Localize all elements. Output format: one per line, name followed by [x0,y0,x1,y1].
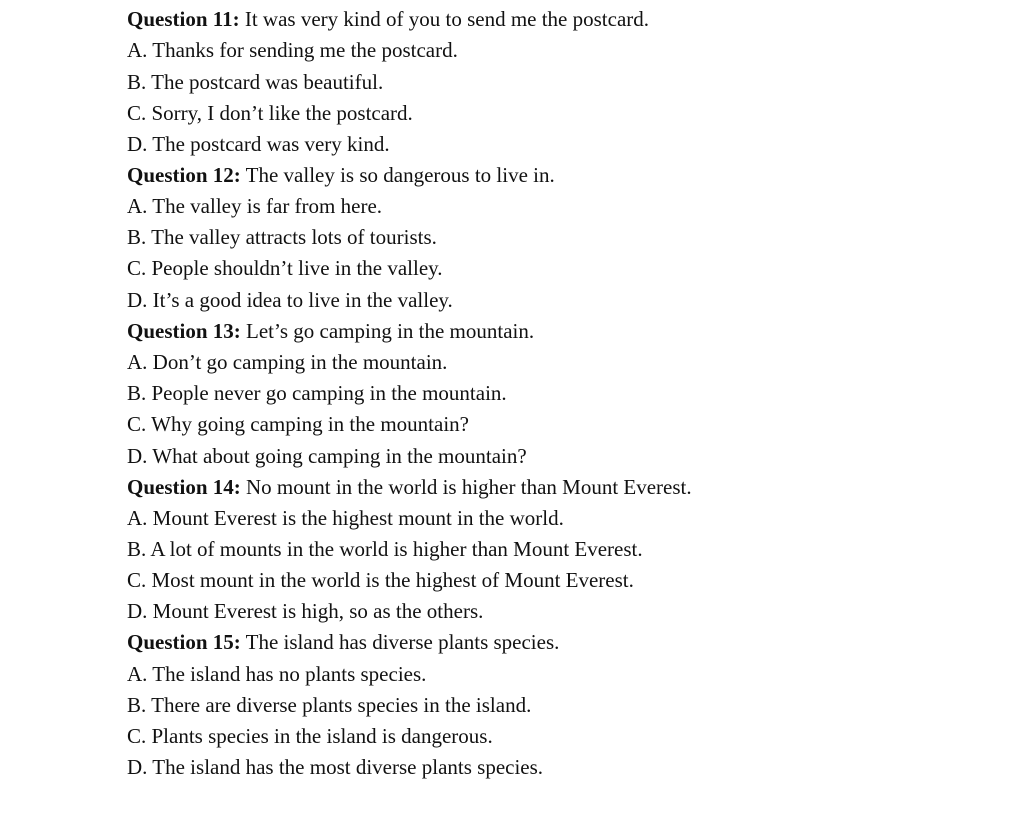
question-15-stem [127,627,559,658]
question-11-text: It was very kind of you to send me the postcard. [239,7,650,31]
question-12-label: Question 12: [127,163,241,187]
question-15-option-d: D. The island has the most diverse plants species. [127,755,544,779]
question-13-option-d: D. What about going camping in the mountain? [127,444,527,468]
question-14-option-a: A. Mount Everest is the highest mount in the world. [127,506,564,530]
question-14-option-c: C. Most mount in the world is the highest of Mount Everest. [127,568,634,592]
question-12-stem [127,160,555,191]
question-15-option-b: B. There are diverse plants species in the island. [127,693,532,717]
question-13-stem [127,316,534,347]
question-13-option-a: A. Don’t go camping in the mountain. [127,350,448,374]
question-11-label: Question 11: [127,7,240,31]
question-12-option-c: C. People shouldn’t live in the valley. [127,256,443,280]
question-14-option-b: B. A lot of mounts in the world is higher than Mount Everest. [127,537,643,561]
question-11-option-c: C. Sorry, I don’t like the postcard. [127,101,413,125]
question-14-stem [127,472,692,503]
question-11-option-a: A. Thanks for sending me the postcard. [127,38,458,62]
question-15-text: The island has diverse plants species. [240,630,560,654]
question-12-option-b: B. The valley attracts lots of tourists. [127,225,437,249]
question-15-label: Question 15: [127,630,241,654]
question-13-label: Question 13: [127,319,241,343]
question-14-option-d: D. Mount Everest is high, so as the others. [127,599,484,623]
question-13-option-b: B. People never go camping in the mountain. [127,381,507,405]
question-14-text: No mount in the world is higher than Mount Everest. [240,475,692,499]
question-15-option-a: A. The island has no plants species. [127,662,427,686]
question-15-option-c: C. Plants species in the island is dangerous. [127,724,493,748]
question-11-option-b: B. The postcard was beautiful. [127,70,384,94]
question-13-option-c: C. Why going camping in the mountain? [127,412,469,436]
question-12-text: The valley is so dangerous to live in. [240,163,555,187]
question-12-option-a: A. The valley is far from here. [127,194,383,218]
question-14-label: Question 14: [127,475,241,499]
question-11-option-d: D. The postcard was very kind. [127,132,390,156]
question-12-option-d: D. It’s a good idea to live in the valley. [127,288,453,312]
question-11-stem [127,4,649,35]
question-13-text: Let’s go camping in the mountain. [240,319,535,343]
